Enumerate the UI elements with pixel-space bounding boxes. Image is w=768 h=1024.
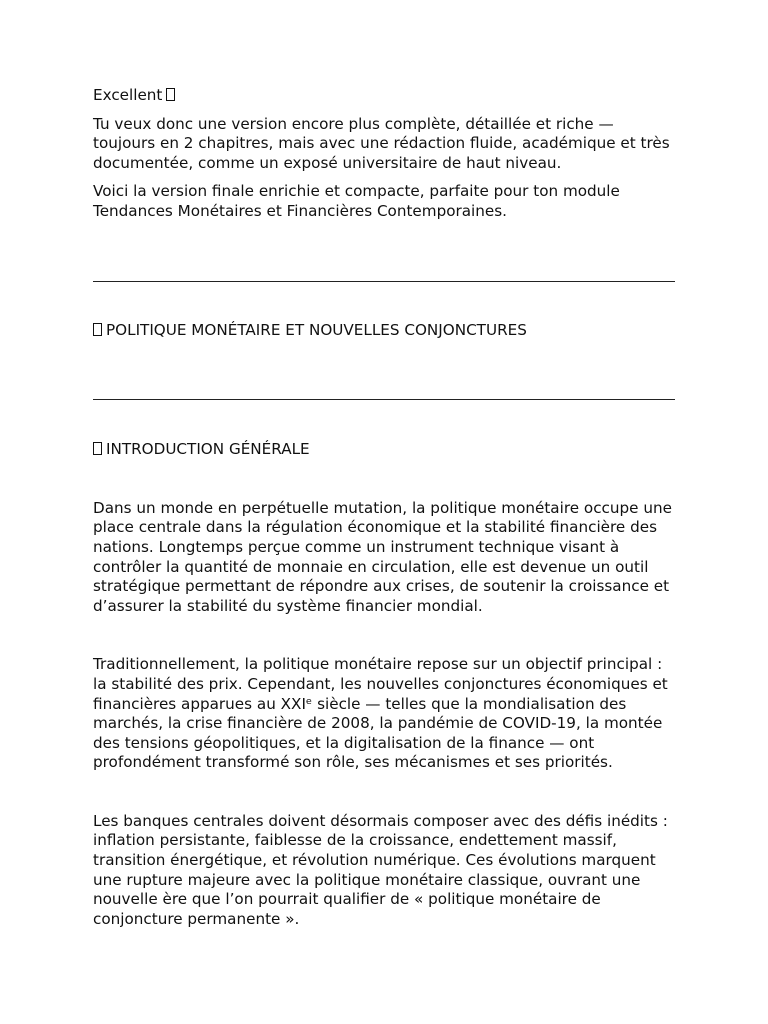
body-paragraph-1: Dans un monde en perpétuelle mutation, la politique monétaire occupe une place centrale dans la régulation économique et la stabilité financière des nations. Longtemps perçue comme un instrument technique visant à contrôler la quantité de monnaie en circulation, elle est devenue un outil stratégique permettant de répondre aux crises, de soutenir la croissance et d’assurer la stabilité du système financier mondial. (93, 498, 672, 615)
body-paragraph-2: Traditionnellement, la politique monétaire repose sur un objectif principal : la stabilité des prix. Cependant, les nouvelles conjonctures économiques et financières apparues au XXIᵉ siècle — telles que la mondialisation des marchés, la crise financière de 2008, la pandémie de COVID-19, la montée des tensions géopolitiques, et la digitalisation de la finance — ont profondément transformé son rôle, ses mécanismes et ses priorités. (93, 655, 668, 772)
horizontal-rule (93, 281, 675, 282)
introduction-heading-text: INTRODUCTION GÉNÉRALE (106, 440, 310, 459)
intro-paragraph-1: Tu veux donc une version encore plus complète, détaillée et riche — toujours en 2 chapitres, mais avec une rédaction fluide, académique et très documentée, comme un exposé universitaire de haut niveau. (93, 114, 670, 172)
horizontal-rule (93, 399, 675, 400)
missing-glyph-icon (166, 88, 175, 101)
missing-glyph-icon (93, 323, 102, 336)
main-title (93, 321, 675, 341)
missing-glyph-icon (93, 442, 102, 455)
greeting-line (93, 86, 675, 106)
greeting-text: Excellent (93, 86, 163, 104)
intro-paragraph-2: Voici la version finale enrichie et compacte, parfaite pour ton module Tendances Monétaires et Financières Contemporaines. (93, 182, 620, 220)
body-paragraph-3: Les banques centrales doivent désormais composer avec des défis inédits : inflation persistante, faiblesse de la croissance, endettement massif, transition énergétique, et révolution numérique. Ces évolutions marquent une rupture majeure avec la politique monétaire classique, ouvrant une nouvelle ère que l’on pourrait qualifier de « politique monétaire de conjoncture permanente ». (93, 811, 668, 928)
introduction-heading (93, 440, 675, 460)
document-page (93, 86, 675, 929)
main-title-text: POLITIQUE MONÉTAIRE ET NOUVELLES CONJONCTURES (106, 320, 527, 339)
